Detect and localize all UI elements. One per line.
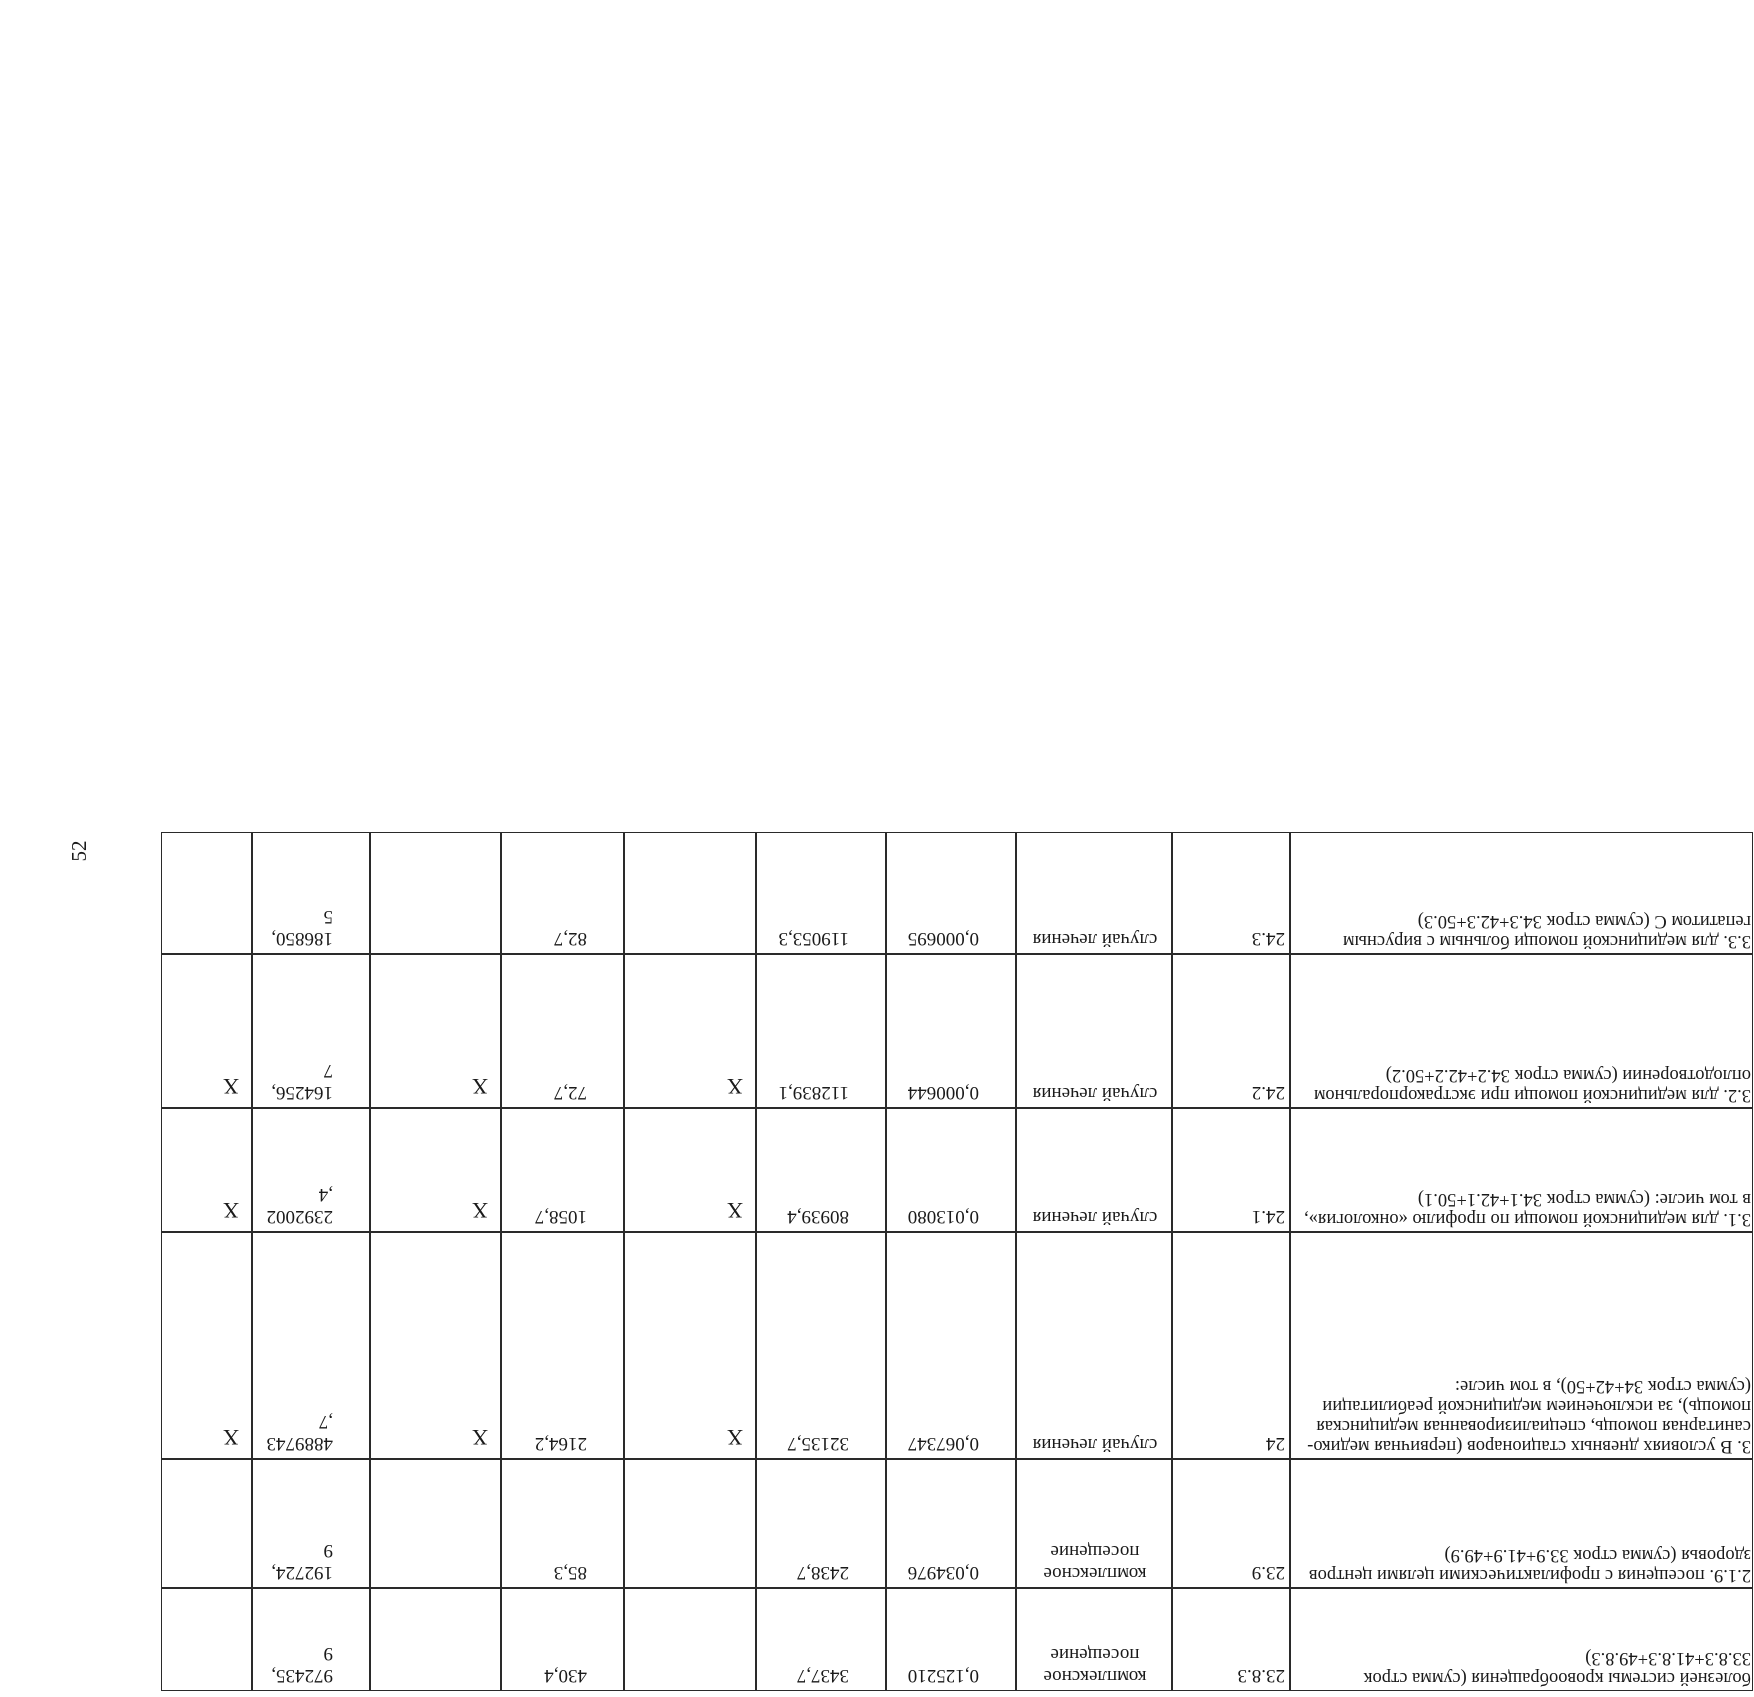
cell-code (1172, 1588, 1290, 1691)
cell-c6-text: 2164,2 (534, 1432, 588, 1454)
cell-c6-text: 85,3 (553, 1561, 588, 1583)
cell-name (1290, 1459, 1753, 1588)
cell-c6 (501, 1459, 624, 1588)
table-area (162, 831, 1754, 1690)
cell-cost-text: 3437,7 (796, 1664, 850, 1686)
cell-norm-text: 0,067347 (907, 1432, 980, 1454)
cell-c9 (161, 832, 252, 954)
cell-c8 (252, 954, 370, 1108)
cell-unit-text: комплексное посещение (1043, 1541, 1147, 1584)
cell-cost (756, 1232, 886, 1459)
cell-c9-text: Х (223, 1424, 240, 1450)
cell-unit (1016, 1108, 1172, 1232)
cell-cost-text: 80939,4 (787, 1205, 850, 1227)
cell-unit-text: комплексное посещение (1043, 1644, 1147, 1687)
cell-c9-text (162, 831, 253, 953)
cell-norm-text: 0,000695 (907, 927, 980, 949)
cell-norm-text: 0,000644 (907, 1081, 980, 1103)
cell-cost (756, 1108, 886, 1232)
cell-c5 (624, 1459, 756, 1588)
cell-c7 (370, 1108, 501, 1232)
cell-unit (1016, 954, 1172, 1108)
table-row (162, 1231, 1754, 1458)
cell-c5-text: Х (727, 1197, 744, 1223)
cell-norm (886, 954, 1016, 1108)
cell-c6 (501, 1588, 624, 1691)
cell-c8 (252, 1588, 370, 1691)
cell-c8-text: 972435,9 (271, 1643, 334, 1686)
cell-c9-text (162, 1458, 253, 1587)
table-row (162, 1587, 1754, 1690)
cell-norm (886, 832, 1016, 954)
cell-c9 (161, 954, 252, 1108)
cell-c6 (501, 832, 624, 954)
cell-c7-text (371, 1458, 502, 1587)
cell-cost (756, 1459, 886, 1588)
cell-c5-text: Х (727, 1073, 744, 1099)
cell-name (1290, 1232, 1753, 1459)
cell-c6 (501, 954, 624, 1108)
cell-c7-text: Х (472, 1073, 489, 1099)
cell-c5 (624, 954, 756, 1108)
cell-c9 (161, 1108, 252, 1232)
cell-c7 (370, 1459, 501, 1588)
cell-c7 (370, 1588, 501, 1691)
cell-code-text: 24.2 (1251, 1081, 1286, 1103)
cell-unit-text: случай лечения (1032, 1082, 1158, 1104)
cell-c9 (161, 1588, 252, 1691)
cell-unit (1016, 1588, 1172, 1691)
cell-c8 (252, 1459, 370, 1588)
cell-code (1172, 1232, 1290, 1459)
cell-c8-text: 192724,9 (271, 1540, 334, 1583)
cell-code-text: 24.3 (1251, 927, 1286, 949)
cell-code-text: 24.1 (1251, 1205, 1286, 1227)
cell-cost (756, 832, 886, 954)
cell-unit (1016, 1459, 1172, 1588)
page-number: 52 (67, 840, 91, 862)
cell-name-text: 3.2. для медицинской помощи при экстракорпоральном оплодотворении (сумма строк 34.2+42.2+50.2) (1314, 1064, 1752, 1105)
cell-c9 (161, 1232, 252, 1459)
cell-c5-text (625, 831, 757, 953)
cell-unit-text: случай лечения (1032, 928, 1158, 950)
cell-c8 (252, 1108, 370, 1232)
cell-norm (886, 1588, 1016, 1691)
cell-cost-text: 112839,1 (778, 1081, 850, 1103)
cell-c9-text: Х (223, 1197, 240, 1223)
cell-c7-text: Х (472, 1424, 489, 1450)
cell-cost (756, 1588, 886, 1691)
cell-c7-text (371, 1587, 502, 1690)
cell-code-text: 23.9 (1251, 1561, 1286, 1583)
cell-name-text: 2.1.9. посещения с профилактическими целями центров здоровья (сумма строк 33.9+41.9+49.9) (1309, 1544, 1752, 1585)
cell-norm (886, 1232, 1016, 1459)
cell-name (1290, 832, 1753, 954)
cell-norm-text: 0,034976 (907, 1561, 980, 1583)
cell-c7 (370, 954, 501, 1108)
cell-name-text: 3.3. для медицинской помощи больным с вирусным гепатитом С (сумма строк 34.3+42.3+50.3) (1343, 910, 1752, 951)
cell-c9-text: Х (223, 1073, 240, 1099)
cell-cost-text: 32135,7 (787, 1432, 850, 1454)
cell-code (1172, 832, 1290, 954)
cell-c8-text: 4889743,7 (266, 1411, 334, 1454)
cell-c5 (624, 832, 756, 954)
cell-norm-text: 0,013080 (907, 1205, 980, 1227)
cell-unit (1016, 1232, 1172, 1459)
cell-c5-text (625, 1587, 757, 1690)
cell-norm (886, 1459, 1016, 1588)
cell-cost-text: 119053,3 (778, 927, 850, 949)
cell-c5-text (625, 1458, 757, 1587)
table-row (162, 953, 1754, 1107)
cell-c7-text (371, 831, 502, 953)
cell-c9-text (162, 1587, 253, 1690)
cell-c6-text: 430,4 (544, 1664, 588, 1686)
table-row (162, 1458, 1754, 1587)
cell-c6-text: 72,7 (553, 1081, 588, 1103)
cell-cost (756, 954, 886, 1108)
cell-name-text: 3.1. для медицинской помощи по профилю «онкология», в том числе: (сумма строк 34.1+42.1+50.1) (1304, 1188, 1752, 1229)
cell-norm (886, 1108, 1016, 1232)
cell-name (1290, 1108, 1753, 1232)
cell-unit-text: случай лечения (1032, 1433, 1158, 1455)
cell-c7-text: Х (472, 1197, 489, 1223)
table-row (162, 1107, 1754, 1231)
cell-c9 (161, 1459, 252, 1588)
cell-code-text: 24 (1266, 1432, 1286, 1454)
cell-c7 (370, 1232, 501, 1459)
cell-c5-text: Х (727, 1424, 744, 1450)
cell-norm-text: 0,125210 (907, 1664, 980, 1686)
cell-c8 (252, 1232, 370, 1459)
cell-c8-text: 2392002,4 (266, 1184, 334, 1227)
cell-code (1172, 954, 1290, 1108)
cell-c6-text: 82,7 (553, 927, 588, 949)
cell-code (1172, 1459, 1290, 1588)
cell-c6 (501, 1108, 624, 1232)
cell-c8 (252, 832, 370, 954)
cell-c6-text: 1058,7 (534, 1205, 588, 1227)
cell-unit-text: случай лечения (1032, 1206, 1158, 1228)
table-row (162, 831, 1754, 953)
cell-code-text: 23.8.3 (1237, 1664, 1286, 1686)
cell-c5 (624, 1232, 756, 1459)
cell-c8-text: 164256,7 (271, 1060, 334, 1103)
cell-unit (1016, 832, 1172, 954)
cell-c5 (624, 1588, 756, 1691)
cell-cost-text: 2438,7 (796, 1561, 850, 1583)
cell-name (1290, 954, 1753, 1108)
cell-code (1172, 1108, 1290, 1232)
cell-c7 (370, 832, 501, 954)
cell-name-text: болезней системы кровообращения (сумма строк 33.8.3+41.8.3+49.8.3) (1363, 1647, 1752, 1688)
cell-name-text: 3. В условиях дневных стационаров (первичная медико-санитарная помощь, специализированная медицинская помощь), за исключением медицинской реабилитации (сумма строк 34+42+50), в том числе: (1307, 1375, 1752, 1456)
cell-c5 (624, 1108, 756, 1232)
cell-c6 (501, 1232, 624, 1459)
cell-name (1290, 1588, 1753, 1691)
cell-c8-text: 186850,5 (271, 906, 334, 949)
